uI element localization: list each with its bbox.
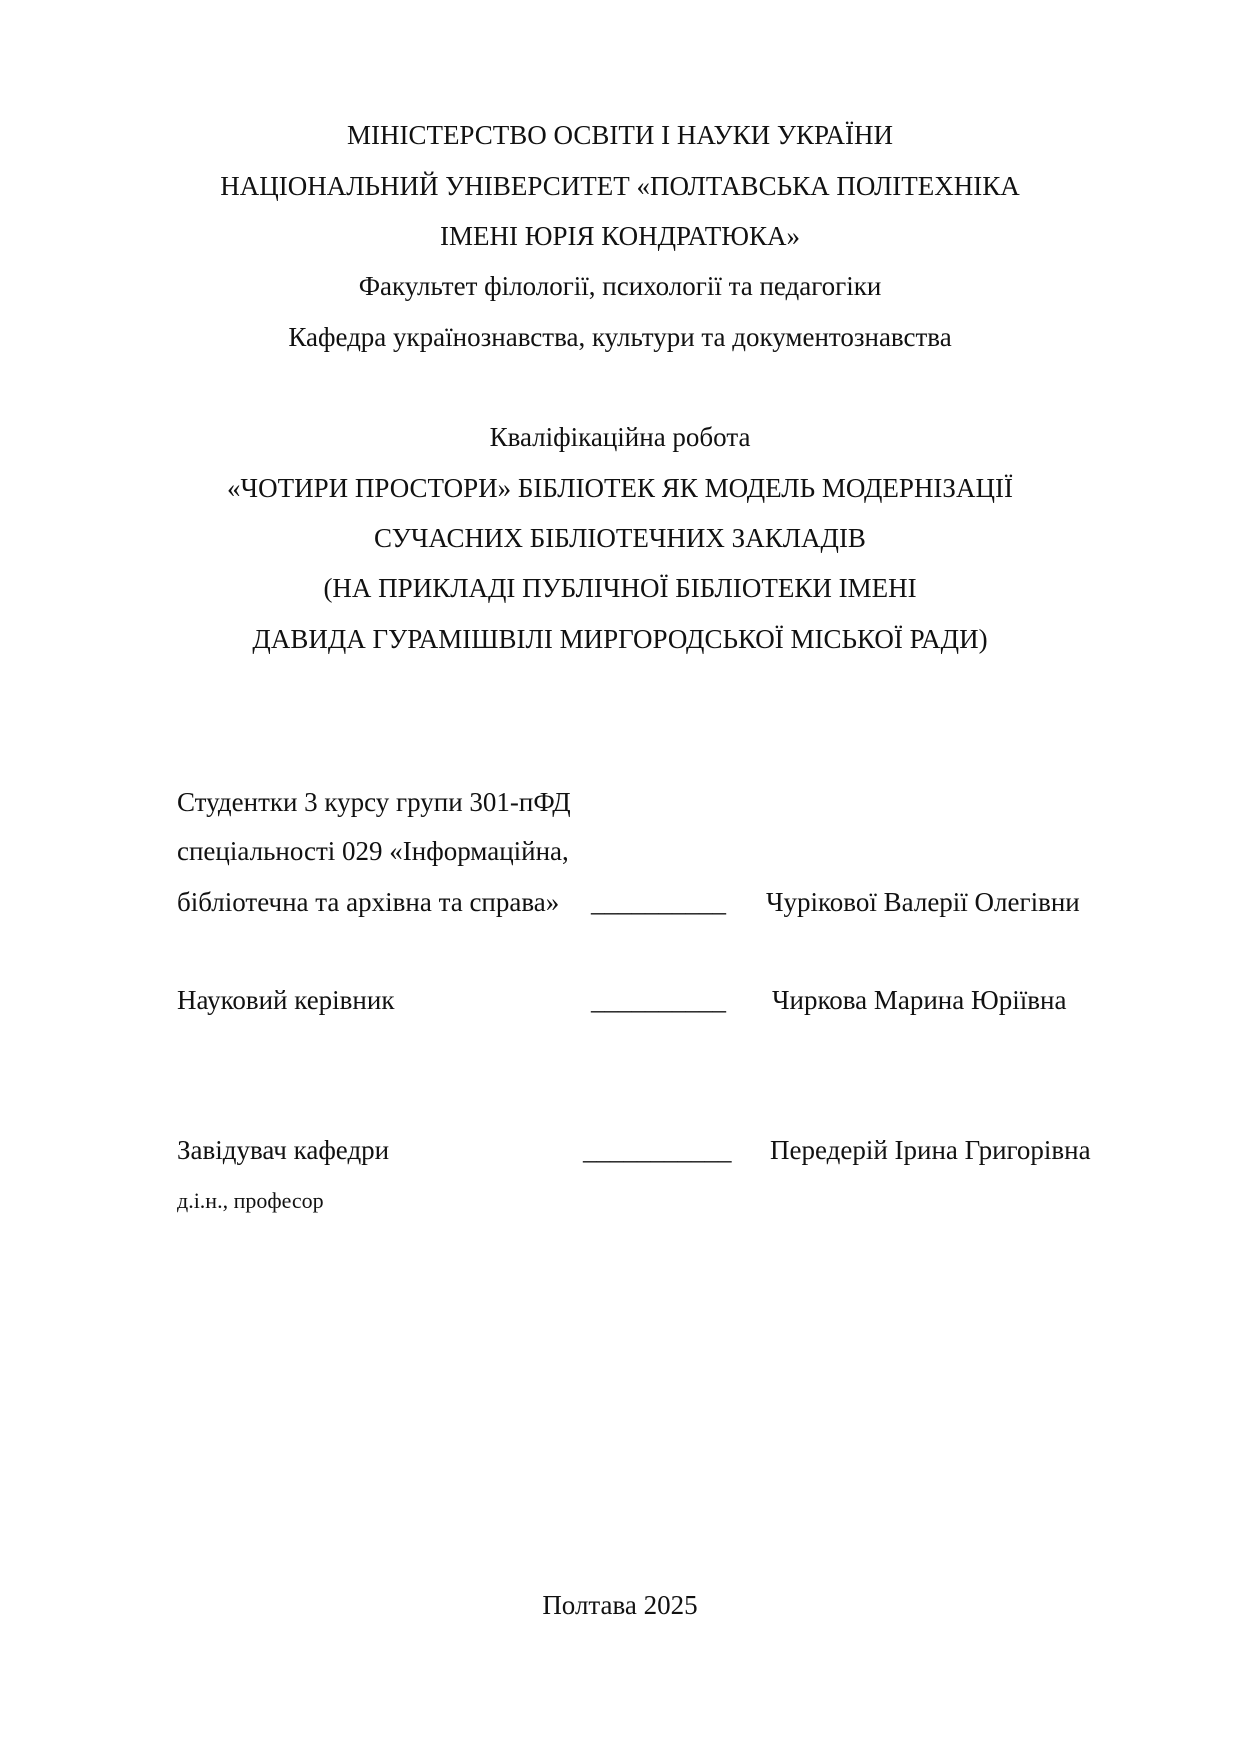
supervisor-name: Чиркова Марина Юріївна xyxy=(772,985,1067,1015)
student-info-line1: Студентки 3 курсу групи 301-пФД xyxy=(177,787,571,817)
head-name: Передерій Ірина Григорівна xyxy=(770,1135,1091,1165)
student-info-line3: бібліотечна та архівна та справа» xyxy=(177,887,560,917)
work-title-line: СУЧАСНИХ БІБЛІОТЕЧНИХ ЗАКЛАДІВ xyxy=(374,523,866,553)
university-heading-line1: НАЦІОНАЛЬНИЙ УНІВЕРСИТЕТ «ПОЛТАВСЬКА ПОЛІТЕХНІКА xyxy=(220,171,1020,201)
head-signature-blank: ___________ xyxy=(583,1135,732,1165)
head-label: Завідувач кафедри xyxy=(177,1135,390,1165)
student-signature-blank: __________ xyxy=(591,887,726,917)
department-name: Кафедра українознавства, культури та документознавства xyxy=(288,322,952,352)
work-title-line: «ЧОТИРИ ПРОСТОРИ» БІБЛІОТЕК ЯК МОДЕЛЬ МОДЕРНІЗАЦІЇ xyxy=(227,473,1013,503)
supervisor-label: Науковий керівник xyxy=(177,985,395,1015)
work-type: Кваліфікаційна робота xyxy=(489,422,751,452)
supervisor-signature-blank: __________ xyxy=(591,985,726,1015)
ministry-heading: МІНІСТЕРСТВО ОСВІТИ І НАУКИ УКРАЇНИ xyxy=(346,120,894,150)
student-name: Чурікової Валерії Олегівни xyxy=(766,887,1080,917)
work-title-line: ДАВИДА ГУРАМІШВІЛІ МИРГОРОДСЬКОЇ МІСЬКОЇ РАДИ) xyxy=(252,624,988,654)
city-year: Полтава 2025 xyxy=(542,1590,698,1620)
head-degree: д.і.н., професор xyxy=(177,1188,324,1213)
work-title-line: (НА ПРИКЛАДІ ПУБЛІЧНОЇ БІБЛІОТЕКИ ІМЕНІ xyxy=(323,573,917,603)
university-heading-line2: ІМЕНІ ЮРІЯ КОНДРАТЮКА» xyxy=(440,221,800,251)
student-info-line2: спеціальності 029 «Інформаційна, xyxy=(177,836,569,866)
faculty-name: Факультет філології, психології та педагогіки xyxy=(358,271,882,301)
